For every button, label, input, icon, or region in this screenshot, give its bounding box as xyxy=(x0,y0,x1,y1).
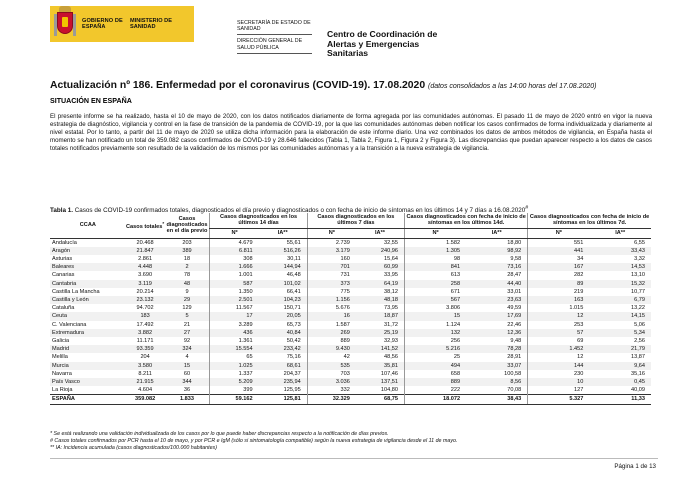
value-cell: 144,94 xyxy=(259,263,308,271)
value-cell: 282 xyxy=(528,271,590,279)
value-cell: 29 xyxy=(165,296,210,304)
value-cell: 9,64 xyxy=(589,362,651,370)
value-cell: 12 xyxy=(528,312,590,320)
logo-band xyxy=(50,6,194,42)
table-row xyxy=(50,271,651,279)
value-cell: 3.690 xyxy=(138,272,153,279)
col-diag14: Casos diagnosticados en los últimos 14 días xyxy=(210,213,307,228)
value-cell: 567 xyxy=(405,296,467,304)
value-cell: 494 xyxy=(405,362,467,370)
ccaa-cell: Andalucía xyxy=(52,239,77,246)
value-cell: 253 xyxy=(528,321,590,329)
value-cell: 21 xyxy=(183,321,191,328)
value-cell: 399 xyxy=(210,386,259,395)
value-cell: 36 xyxy=(183,387,191,394)
value-cell: 33,95 xyxy=(384,272,399,279)
value-cell: 163 xyxy=(528,296,590,304)
value-cell: 15.554 xyxy=(210,345,259,353)
value-cell: 4.448 xyxy=(126,263,165,271)
value-cell: 132 xyxy=(405,329,467,337)
value-cell: 1.582 xyxy=(405,238,467,247)
table-total-row xyxy=(50,395,651,404)
value-cell: 15,64 xyxy=(384,255,399,262)
value-cell: 137,51 xyxy=(356,378,405,386)
value-cell: 671 xyxy=(405,288,467,296)
subcol-ia: IA** xyxy=(466,228,528,238)
value-cell: 3.289 xyxy=(210,321,259,329)
value-cell: 129 xyxy=(182,305,192,312)
ccaa-cell: Extremadura xyxy=(50,329,126,337)
value-cell: 1.124 xyxy=(405,321,467,329)
value-cell: 69 xyxy=(528,337,590,345)
value-cell: 33,07 xyxy=(466,362,528,370)
value-cell: 658 xyxy=(405,370,467,378)
value-cell: 32,55 xyxy=(384,239,399,246)
table-row xyxy=(50,321,651,329)
table-row xyxy=(50,263,651,271)
ccaa-cell: Ceuta xyxy=(50,312,126,320)
value-cell: 516,26 xyxy=(259,247,308,255)
ccaa-cell: Galicia xyxy=(52,337,70,344)
value-cell: 5.209 xyxy=(210,378,259,386)
value-cell: 5.676 xyxy=(307,304,356,312)
value-cell: 57 xyxy=(528,329,590,337)
ccaa-cell: La Rioja xyxy=(52,387,73,394)
value-cell: 167 xyxy=(528,263,590,271)
value-cell: 144 xyxy=(528,362,590,370)
value-cell: 230 xyxy=(528,370,590,378)
ccaa-cell: Castilla La Mancha xyxy=(52,288,100,295)
value-cell: 4 xyxy=(185,354,189,361)
value-cell: 889 xyxy=(307,337,356,345)
value-cell: 150,71 xyxy=(283,305,301,312)
value-cell: 30,11 xyxy=(287,255,301,262)
ccaa-cell: Baleares xyxy=(50,263,126,271)
value-cell: 70,08 xyxy=(507,387,522,394)
value-cell: 3.036 xyxy=(307,378,356,386)
value-cell: 125,95 xyxy=(283,387,301,394)
value-cell: 35,81 xyxy=(356,362,405,370)
coat-of-arms-icon xyxy=(54,6,76,42)
intro-paragraph: El presente informe se ha realizado, hasta el 10 de mayo de 2020, con los datos notificados diariamente de forma agregada por las comunidades autónomas. El pasado 11 de mayo de 2020 entró en vigor la nueva estrategia de diagnóstico, vigilancia y control en la fase de transición de la pandemia de COVID-19, por la que las comunidades autónomas deben notificar los casos confirmados de forma individualizada y diariamente al nivel estatal. Por lo tanto, a partir del 11 de mayo de 2020 se utiliza dicha información para la elaboración de este informe diario. Una vez combinados los datos de ambos métodos de vigilancia, en España hasta el momento se han notificado un total de 359.082 casos confirmados de COVID-19 y 28.646 fallecidos (Tabla 1, Tabla 2, Figura 1, Figura 2 y Figura 3). Las discrepancias que puedan aparecer respecto a los datos de casos totales notificados previamente son resultado de la validación de los mismos por las comunidades autónomas y a la transición a la nueva estrategia de vigilancia. xyxy=(50,113,652,153)
footer-divider xyxy=(50,458,658,459)
center-title-line-3: Sanitarias xyxy=(327,48,369,59)
value-cell: 701 xyxy=(307,263,356,271)
value-cell: 324 xyxy=(165,345,210,353)
ccaa-cell: País Vasco xyxy=(50,378,126,386)
value-cell: 5,34 xyxy=(589,329,651,337)
value-cell: 9,58 xyxy=(510,255,522,262)
value-cell: 55,61 xyxy=(286,239,301,246)
value-cell: 1.015 xyxy=(528,304,590,312)
value-cell: 10,77 xyxy=(631,288,645,295)
table-row xyxy=(50,288,651,296)
value-cell: 28,91 xyxy=(507,354,522,361)
value-cell: 269 xyxy=(307,329,356,337)
value-cell: 50,42 xyxy=(286,337,301,344)
value-cell: 27 xyxy=(165,329,210,337)
value-cell: 160 xyxy=(307,255,356,263)
col-total: Casos totales* xyxy=(126,213,165,238)
value-cell: 65,73 xyxy=(286,321,301,328)
value-cell: 3,32 xyxy=(634,255,645,262)
page-number: Página 1 de 13 xyxy=(614,463,656,470)
subcol-n: Nº xyxy=(405,228,467,238)
table-caption-sup: # xyxy=(525,205,529,211)
value-cell: 48 xyxy=(165,280,210,288)
value-cell: 13,87 xyxy=(631,354,645,361)
value-cell: 38,12 xyxy=(384,288,399,295)
value-cell: 359.082 xyxy=(126,395,165,404)
value-cell: 4.679 xyxy=(210,238,259,247)
value-cell: 219 xyxy=(528,288,590,296)
value-cell: 92 xyxy=(183,337,191,344)
value-cell: 1.305 xyxy=(405,247,467,255)
ccaa-cell: ESPAÑA xyxy=(50,395,126,404)
footnote: ** IA: Incidencia acumulada (casos diagnosticados/100.000 habitantes) xyxy=(50,445,217,452)
center-title xyxy=(327,30,437,59)
value-cell: 12,36 xyxy=(466,329,528,337)
value-cell: 104,23 xyxy=(259,296,308,304)
value-cell: 587 xyxy=(210,280,259,288)
col-onset7: Casos diagnosticados con fecha de inicio de síntomas en los últimos 7d. xyxy=(528,213,651,228)
table-row xyxy=(50,362,651,370)
value-cell: 11.567 xyxy=(210,304,259,312)
update-title-sub: (datos consolidados a las 14:00 horas del 17.08.2020) xyxy=(428,83,597,90)
value-cell: 64,19 xyxy=(356,280,405,288)
cases-table xyxy=(50,213,651,405)
value-cell: 203 xyxy=(182,239,192,246)
table-row xyxy=(50,337,651,345)
table-row xyxy=(50,312,651,320)
ministry-label: MINISTERIO DE SANIDAD xyxy=(130,17,172,30)
table-row xyxy=(50,353,651,361)
value-cell: 23,63 xyxy=(466,296,528,304)
update-title xyxy=(50,80,597,91)
gov-label: GOBIERNO DE ESPAÑA xyxy=(82,17,123,30)
subcol-n: Nº xyxy=(307,228,356,238)
value-cell: 20,05 xyxy=(259,312,308,320)
ccaa-cell: Cataluña xyxy=(52,305,75,312)
section-heading: SITUACIÓN EN ESPAÑA xyxy=(50,97,132,105)
value-cell: 60,99 xyxy=(356,263,405,271)
table-row xyxy=(50,386,651,395)
value-cell: 18.072 xyxy=(405,395,467,404)
value-cell: 1.156 xyxy=(307,296,356,304)
ccaa-cell: Madrid xyxy=(50,345,126,353)
value-cell: 9 xyxy=(185,288,189,295)
table-row xyxy=(50,255,651,263)
value-cell: 2 xyxy=(165,263,210,271)
value-cell: 5 xyxy=(165,312,210,320)
value-cell: 10 xyxy=(528,378,590,386)
value-cell: 6.811 xyxy=(210,247,259,255)
value-cell: 2.501 xyxy=(210,296,259,304)
value-cell: 703 xyxy=(307,370,356,378)
value-cell: 731 xyxy=(307,271,356,279)
value-cell: 66,41 xyxy=(286,288,301,295)
value-cell: 204 xyxy=(140,354,150,361)
value-cell: 17,69 xyxy=(466,312,528,320)
value-cell: 93.359 xyxy=(126,345,165,353)
table-caption-text: Casos de COVID-19 confirmados totales, diagnosticados el día previo y diagnosticados o con fecha de inicio de síntomas en los últimos 14 y 7 días a 16.08.2020 xyxy=(74,207,526,215)
value-cell: 2,56 xyxy=(634,337,645,344)
value-cell: 3.580 xyxy=(126,362,165,370)
subcol-ia: IA** xyxy=(259,228,308,238)
value-cell: 49,59 xyxy=(507,305,522,312)
value-cell: 100,58 xyxy=(504,370,522,377)
value-cell: 235,94 xyxy=(259,378,308,386)
value-cell: 3.179 xyxy=(307,247,356,255)
value-cell: 25 xyxy=(405,353,467,361)
value-cell: 20.214 xyxy=(136,288,154,295)
value-cell: 68,61 xyxy=(259,362,308,370)
value-cell: 389 xyxy=(165,247,210,255)
table-row xyxy=(50,370,651,378)
value-cell: 5.216 xyxy=(405,345,467,353)
table-row xyxy=(50,247,651,255)
value-cell: 75,16 xyxy=(286,354,301,361)
value-cell: 11,33 xyxy=(589,395,651,404)
table-caption-label: Tabla 1. xyxy=(50,207,73,215)
value-cell: 94.702 xyxy=(136,305,154,312)
value-cell: 107,46 xyxy=(380,370,399,377)
value-cell: 34 xyxy=(528,255,590,263)
value-cell: 125,81 xyxy=(259,395,308,404)
ccaa-cell: Aragón xyxy=(50,247,126,255)
ccaa-cell: Asturias xyxy=(52,255,73,262)
value-cell: 25,19 xyxy=(356,329,405,337)
ccaa-cell: Cantabria xyxy=(50,280,126,288)
value-cell: 436 xyxy=(210,329,259,337)
value-cell: 5,06 xyxy=(634,321,645,328)
value-cell: 613 xyxy=(405,271,467,279)
value-cell: 841 xyxy=(405,263,467,271)
table-row xyxy=(50,345,651,353)
footnote: # Casos totales confirmados por PCR hasta el 10 de mayo, y por PCR e IgM (sólo si sintomatología compatible) según la nueva estrategia de vigilancia desde el 11 de mayo. xyxy=(50,438,458,445)
value-cell: 15 xyxy=(165,362,210,370)
value-cell: 15 xyxy=(405,312,467,320)
value-cell: 13,22 xyxy=(631,305,645,312)
value-cell: 20.468 xyxy=(136,239,154,246)
footnotes xyxy=(50,431,650,453)
value-cell: 1.666 xyxy=(210,263,259,271)
value-cell: 6,55 xyxy=(634,239,645,246)
value-cell: 2.739 xyxy=(307,238,356,247)
value-cell: 59.162 xyxy=(210,395,259,404)
value-cell: 344 xyxy=(165,378,210,386)
col-diag7: Casos diagnosticados en los últimos 7 días xyxy=(307,213,404,228)
value-cell: 233,42 xyxy=(259,345,308,353)
value-cell: 32,93 xyxy=(384,337,399,344)
footnote: * Se está realizando una validación individualizada de los casos por lo que puede haber discrepancias respecto a la notificación de días previos. xyxy=(50,431,389,437)
value-cell: 11.171 xyxy=(136,337,154,344)
value-cell: 9.430 xyxy=(307,345,356,353)
value-cell: 16 xyxy=(307,312,356,320)
value-cell: 98 xyxy=(405,255,467,263)
value-cell: 308 xyxy=(210,255,259,263)
value-cell: 535 xyxy=(307,362,356,370)
secretaria-block xyxy=(237,20,312,57)
ccaa-cell: Murcia xyxy=(50,362,126,370)
value-cell: 889 xyxy=(405,378,467,386)
value-cell: 3.882 xyxy=(126,329,165,337)
value-cell: 1.001 xyxy=(210,271,259,279)
secretaria-label: SECRETARÍA DE ESTADO DE SANIDAD xyxy=(237,20,312,35)
value-cell: 18,80 xyxy=(507,239,522,246)
ccaa-cell: C. Valenciana xyxy=(52,321,87,328)
value-cell: 28,47 xyxy=(507,272,522,279)
value-cell: 40,84 xyxy=(259,329,308,337)
value-cell: 4.604 xyxy=(138,387,153,394)
table-row xyxy=(50,378,651,386)
value-cell: 183 xyxy=(126,312,165,320)
value-cell: 17.492 xyxy=(136,321,154,328)
value-cell: 240,96 xyxy=(356,247,405,255)
value-cell: 1.350 xyxy=(210,288,259,296)
update-title-main: Actualización nº 186. Enfermedad por el coronavirus (COVID-19). 17.08.2020 xyxy=(50,80,426,91)
value-cell: 48,18 xyxy=(356,296,405,304)
value-cell: 3.119 xyxy=(126,280,165,288)
value-cell: 101,02 xyxy=(259,280,308,288)
value-cell: 441 xyxy=(528,247,590,255)
value-cell: 17 xyxy=(210,312,259,320)
subcol-ia: IA** xyxy=(589,228,651,238)
government-logo xyxy=(50,6,194,42)
value-cell: 33,43 xyxy=(589,247,651,255)
col-ccaa: CCAA xyxy=(50,213,126,238)
value-cell: 141,52 xyxy=(356,345,405,353)
value-cell: 332 xyxy=(307,386,356,395)
ccaa-cell: Navarra xyxy=(52,370,72,377)
table-body xyxy=(50,238,651,404)
value-cell: 256 xyxy=(405,337,467,345)
value-cell: 1.452 xyxy=(528,345,590,353)
value-cell: 38,43 xyxy=(466,395,528,404)
table-row xyxy=(50,329,651,337)
value-cell: 60 xyxy=(183,370,191,377)
value-cell: 258 xyxy=(405,280,467,288)
value-cell: 31,72 xyxy=(384,321,399,328)
table-row xyxy=(50,304,651,312)
value-cell: 42 xyxy=(307,353,356,361)
value-cell: 73,95 xyxy=(384,305,399,312)
value-cell: 2.861 xyxy=(138,255,153,262)
direccion-label: DIRECCIÓN GENERAL DE SALUD PÚBLICA xyxy=(237,38,312,53)
value-cell: 1.587 xyxy=(307,321,356,329)
value-cell: 65 xyxy=(210,353,259,361)
value-cell: 78,28 xyxy=(466,345,528,353)
value-cell: 21.915 xyxy=(126,378,165,386)
value-cell: 35,16 xyxy=(631,370,645,377)
value-cell: 551 xyxy=(528,238,590,247)
value-cell: 15,32 xyxy=(589,280,651,288)
value-cell: 68,75 xyxy=(356,395,405,404)
value-cell: 23.132 xyxy=(126,296,165,304)
value-cell: 1.025 xyxy=(210,362,259,370)
value-cell: 89 xyxy=(528,280,590,288)
subcol-n: Nº xyxy=(210,228,259,238)
value-cell: 0,45 xyxy=(589,378,651,386)
value-cell: 14,15 xyxy=(589,312,651,320)
ccaa-cell: Melilla xyxy=(52,354,68,361)
value-cell: 14,53 xyxy=(589,263,651,271)
value-cell: 13,10 xyxy=(631,272,645,279)
col-prev-day: Casos diagnosticados en el día previo xyxy=(165,213,210,238)
subcol-ia: IA** xyxy=(356,228,405,238)
value-cell: 48,56 xyxy=(384,354,399,361)
value-cell: 18,87 xyxy=(356,312,405,320)
ccaa-cell: Castilla y León xyxy=(50,296,126,304)
value-cell: 1.361 xyxy=(210,337,259,345)
value-cell: 775 xyxy=(307,288,356,296)
value-cell: 127 xyxy=(528,386,590,395)
center-title-line-2: Alertas y Emergencias xyxy=(327,38,420,49)
value-cell: 5.327 xyxy=(528,395,590,404)
value-cell: 78 xyxy=(183,272,191,279)
subcol-n: Nº xyxy=(528,228,590,238)
value-cell: 3.806 xyxy=(405,304,467,312)
value-cell: 8,56 xyxy=(466,378,528,386)
value-cell: 21.847 xyxy=(126,247,165,255)
value-cell: 6,79 xyxy=(589,296,651,304)
value-cell: 12 xyxy=(528,353,590,361)
value-cell: 1.833 xyxy=(165,395,210,404)
value-cell: 98,92 xyxy=(466,247,528,255)
value-cell: 9,48 xyxy=(510,337,522,344)
value-cell: 21,79 xyxy=(589,345,651,353)
table-row xyxy=(50,280,651,288)
value-cell: 32.329 xyxy=(307,395,356,404)
value-cell: 104,80 xyxy=(380,387,399,394)
table-row xyxy=(50,238,651,247)
value-cell: 373 xyxy=(307,280,356,288)
value-cell: 1.337 xyxy=(210,370,259,378)
value-cell: 18 xyxy=(183,255,191,262)
document-header xyxy=(0,0,690,68)
value-cell: 22,46 xyxy=(507,321,522,328)
ccaa-cell: Canarias xyxy=(52,272,75,279)
col-onset14: Casos diagnosticados con fecha de inicio de síntomas en los últimos 14d. xyxy=(406,213,526,227)
value-cell: 46,48 xyxy=(286,272,301,279)
value-cell: 222 xyxy=(405,386,467,395)
value-cell: 204,37 xyxy=(283,370,301,377)
table-row xyxy=(50,296,651,304)
value-cell: 40,09 xyxy=(631,387,645,394)
value-cell: 44,40 xyxy=(466,280,528,288)
value-cell: 73,16 xyxy=(466,263,528,271)
center-title-line-1: Centro de Coordinación de xyxy=(327,29,438,39)
value-cell: 33,01 xyxy=(507,288,522,295)
value-cell: 8.211 xyxy=(138,370,152,377)
